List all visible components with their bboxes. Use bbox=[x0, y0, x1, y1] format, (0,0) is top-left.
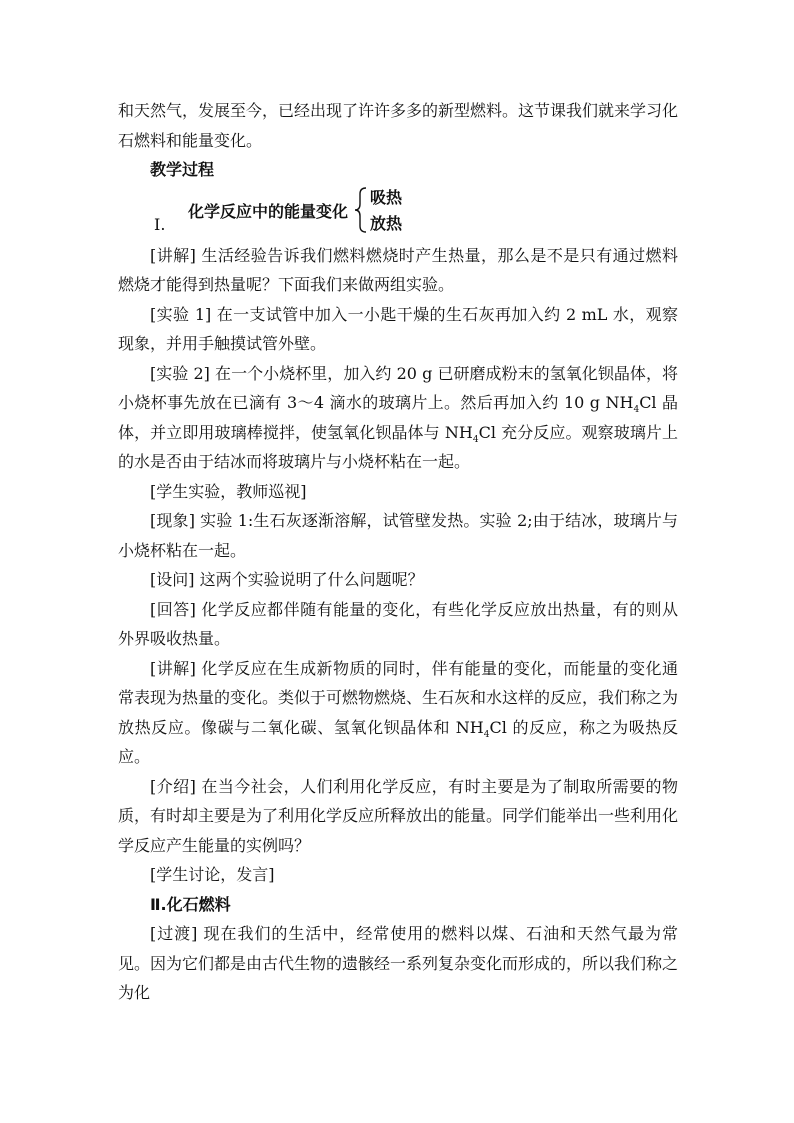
section-1-number: Ⅰ. bbox=[154, 214, 166, 234]
lecture-2-text-b: Cl 的反应，称之为吸热反应。 bbox=[118, 717, 678, 766]
experiment-2-text-a: [实验 2] 在一个小烧杯里，加入约 20 g 已研磨成粉末的氢氧化钡晶体，将小烧杯事先放在已滴有 3～4 滴水的玻璃片上。然后再加入约 10 g NH bbox=[118, 363, 678, 412]
paragraph-transition: [过渡] 现在我们的生活中，经常使用的燃料以煤、石油和天然气最为常见。因为它们都是由古代生物的遗骸经一系列复杂变化而形成的，所以我们称之为化 bbox=[118, 924, 679, 1002]
paragraph-introduction: [介绍] 在当今社会，人们利用化学反应，有时主要是为了制取所需要的物质，有时却主要是为了利用化学反应所释放出的能量。同学们能举出一些利用化学反应产生能量的实例吗？ bbox=[118, 776, 679, 855]
paragraph-intro: 和天然气，发展至今，已经出现了许许多多的新型燃料。这节课我们就来学习化石燃料和能量变化。 bbox=[118, 101, 679, 150]
paragraph-experiment-1: [实验 1] 在一支试管中加入一小匙干燥的生石灰再加入约 2 mL 水，观察现象，并用手触摸试管外壁。 bbox=[118, 304, 678, 353]
subscript-4: 4 bbox=[633, 405, 640, 416]
subscript-4: 4 bbox=[472, 434, 479, 445]
experiment-2-text-b: Cl 晶体，并立即用玻璃棒搅拌，使氢氧化钡晶体与 NH bbox=[118, 393, 678, 442]
subscript-4: 4 bbox=[483, 729, 490, 740]
paragraph-student-experiment: [学生实验，教师巡视] bbox=[150, 481, 307, 501]
paragraph-lecture-1: [讲解] 生活经验告诉我们燃料燃烧时产生热量，那么是不是只有通过燃料燃烧才能得到热量呢？下面我们来做两组实验。 bbox=[118, 245, 678, 294]
option-absorb-heat: 吸热 bbox=[370, 187, 403, 207]
heading-teaching-process: 教学过程 bbox=[150, 160, 215, 179]
lecture-2-text-a: [讲解] 化学反应在生成新物质的同时，伴有能量的变化，而能量的变化通常表现为热量的变化。类似于可燃物燃烧、生石灰和水这样的反应，我们称之为放热反应。像碳与二氧化碳、氢氧化钡晶体和 NH bbox=[118, 658, 679, 737]
section-1-title: 化学反应中的能量变化 bbox=[188, 201, 349, 221]
document-body bbox=[118, 96, 678, 1008]
curly-brace-icon bbox=[354, 187, 368, 233]
paragraph-lecture-2 bbox=[118, 654, 678, 772]
section-1-heading bbox=[118, 187, 678, 241]
paragraph-experiment-2 bbox=[118, 359, 678, 477]
paragraph-question: [设问] 这两个实验说明了什么问题呢？ bbox=[150, 570, 424, 589]
paragraph-discussion: [学生讨论，发言] bbox=[150, 865, 275, 884]
paragraph-phenomenon: [现象] 实验 1:生石灰逐渐溶解，试管壁发热。实验 2;由于结冰，玻璃片与小烧杯粘在一起。 bbox=[118, 511, 678, 560]
paragraph-answer: [回答] 化学反应都伴随有能量的变化，有些化学反应放出热量，有的则从外界吸收热量。 bbox=[118, 599, 678, 648]
section-2-heading: Ⅱ.化石燃料 bbox=[150, 894, 231, 914]
option-release-heat: 放热 bbox=[370, 213, 403, 233]
experiment-2-text-c: Cl 充分反应。观察玻璃片上的水是否由于结冰而将玻璃片与小烧杯粘在一起。 bbox=[118, 422, 678, 471]
